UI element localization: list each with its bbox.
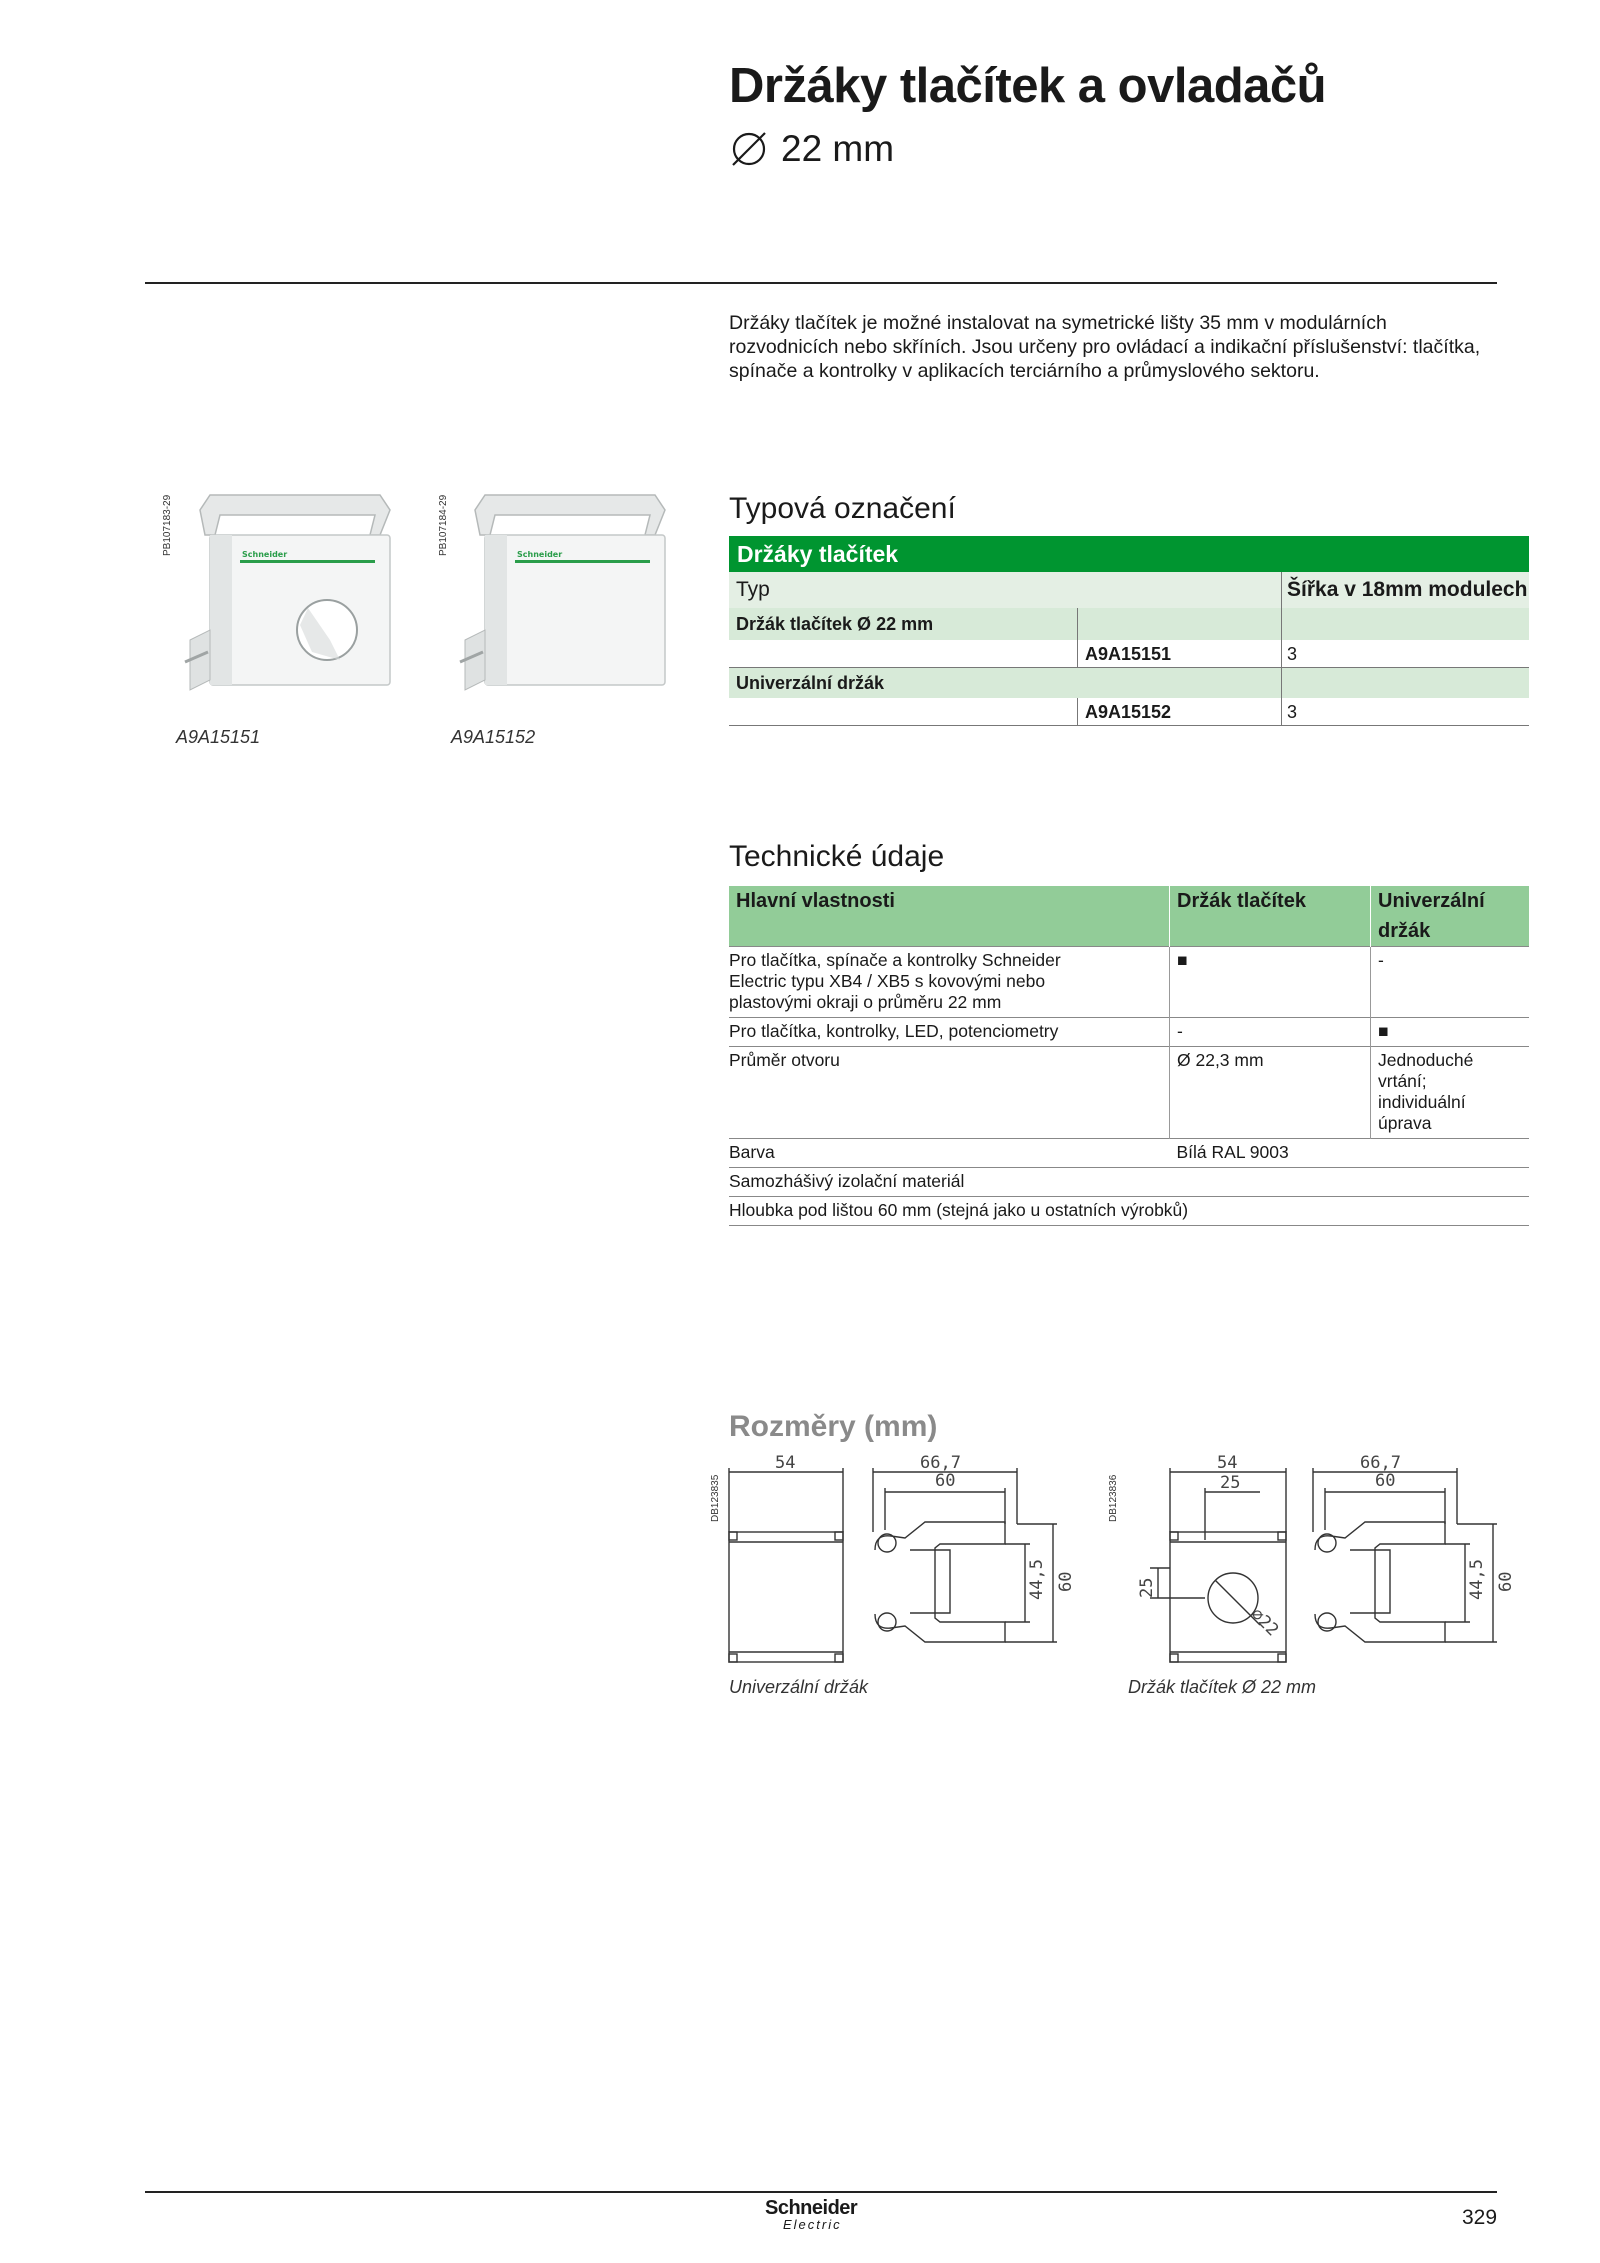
tech-cell: Průměr otvoru xyxy=(729,1047,1170,1139)
tech-cell: Pro tlačítka, kontrolky, LED, potenciometry xyxy=(729,1018,1170,1047)
tech-cell: Jednoduché vrtání; individuální úprava xyxy=(1378,1050,1474,1133)
page-subtitle xyxy=(729,128,894,170)
tech-cell: Barva xyxy=(729,1142,775,1162)
drawing-caption: Držák tlačítek Ø 22 mm xyxy=(1128,1677,1317,1697)
dim-height-inner: 44,5 xyxy=(1027,1559,1047,1600)
drawing-caption: Univerzální držák xyxy=(729,1677,869,1697)
dim-hole-offset-y: 25 xyxy=(1137,1577,1157,1598)
section-heading-types: Typová označení xyxy=(729,492,956,525)
tech-cell: Samozhášivý izolační materiál xyxy=(729,1171,965,1191)
tech-row xyxy=(729,947,1529,1018)
drawing-code: DB123836 xyxy=(1108,1474,1119,1522)
product-photo-a9a15151 xyxy=(180,490,410,710)
dim-side-total: 66,7 xyxy=(920,1453,961,1473)
tech-cell: - xyxy=(1170,1018,1371,1047)
product-photo-a9a15152 xyxy=(455,490,685,710)
types-col-type: Typ xyxy=(736,578,770,601)
drawing-code: DB123835 xyxy=(710,1474,721,1522)
diameter-icon xyxy=(729,129,769,169)
types-width: 3 xyxy=(1287,702,1298,722)
dimension-drawing-button-holder xyxy=(1120,1450,1520,1670)
tech-row xyxy=(729,1047,1529,1139)
types-group-name: Držák tlačítek Ø 22 mm xyxy=(736,614,934,634)
dim-height-inner: 44,5 xyxy=(1467,1559,1487,1600)
tech-cell: Hloubka pod lištou 60 mm (stejná jako u ostatních výrobků) xyxy=(729,1200,1189,1220)
tech-cell: - xyxy=(1378,950,1384,970)
section-heading-dims: Rozměry (mm) xyxy=(729,1410,938,1443)
section-heading-tech: Technické údaje xyxy=(729,840,945,873)
types-group-name: Univerzální držák xyxy=(736,673,885,693)
tech-cell: Pro tlačítka, spínače a kontrolky Schneider Electric typu XB4 / XB5 s kovovými nebo plastovými okraji o průměru 22 mm xyxy=(729,947,1170,1018)
svg-text:Schneider: Schneider xyxy=(517,550,563,559)
dim-hole-offset-x: 25 xyxy=(1220,1473,1241,1493)
tech-cell: ■ xyxy=(1170,947,1371,1018)
dim-height-total: 60 xyxy=(1496,1571,1516,1592)
dim-side-inner: 60 xyxy=(935,1471,956,1491)
tech-row xyxy=(729,1018,1529,1047)
photo-code: PB107184-29 xyxy=(438,494,449,556)
tech-row xyxy=(729,1168,1529,1197)
tech-cell: Bílá RAL 9003 xyxy=(1176,1142,1289,1162)
dim-height-total: 60 xyxy=(1056,1571,1076,1592)
tech-col-header: Hlavní vlastnosti xyxy=(729,886,1170,947)
types-ref-row xyxy=(729,698,1529,726)
types-band: Držáky tlačítek xyxy=(729,536,1529,572)
dim-side-total: 66,7 xyxy=(1360,1453,1401,1473)
tech-table xyxy=(729,886,1529,1226)
intro-text: Držáky tlačítek je možné instalovat na symetrické lišty 35 mm v modulárních rozvodnicích nebo skříních. Jsou určeny pro ovládací a indikační příslušenství: tlačítka, spínače a kontrolky v aplikacích terciárního a průmyslového sektoru. xyxy=(729,312,1481,382)
page-title: Držáky tlačítek a ovladačů xyxy=(729,59,1327,113)
types-group-row xyxy=(729,668,1529,698)
types-col-width: Šířka v 18mm modulech xyxy=(1287,578,1528,601)
tech-header-row xyxy=(729,886,1529,947)
tech-row xyxy=(729,1139,1529,1168)
tech-col-header: Držák tlačítek xyxy=(1170,886,1371,947)
photo-code: PB107183-29 xyxy=(162,494,173,556)
types-width: 3 xyxy=(1287,644,1298,664)
tech-col-header: Univerzální držák xyxy=(1371,886,1530,947)
tech-cell: ■ xyxy=(1378,1021,1389,1041)
types-ref: A9A15151 xyxy=(1085,644,1172,664)
subtitle-text: 22 mm xyxy=(781,128,895,169)
page-number: 329 xyxy=(1462,2206,1498,2229)
dim-hole-diam: ⌀22 xyxy=(1246,1604,1283,1641)
tech-row xyxy=(729,1197,1529,1226)
footer-divider xyxy=(145,2191,1497,2193)
types-header-row xyxy=(729,572,1529,608)
types-ref-row xyxy=(729,640,1529,668)
product-caption: A9A15151 xyxy=(176,727,261,747)
types-ref: A9A15152 xyxy=(1085,702,1172,722)
types-group-row xyxy=(729,608,1529,640)
schneider-logo xyxy=(765,2198,857,2232)
dimension-drawing-universal xyxy=(725,1450,1095,1670)
dim-front-width: 54 xyxy=(1217,1453,1238,1473)
dim-side-inner: 60 xyxy=(1375,1471,1396,1491)
tech-cell: Ø 22,3 mm xyxy=(1170,1047,1371,1139)
dim-front-width: 54 xyxy=(775,1453,796,1473)
product-caption: A9A15152 xyxy=(451,727,536,747)
header-divider xyxy=(145,282,1497,284)
logo-line2: Electric xyxy=(783,2217,842,2232)
logo-line1: Schneider xyxy=(765,2197,858,2219)
svg-text:Schneider: Schneider xyxy=(242,550,288,559)
